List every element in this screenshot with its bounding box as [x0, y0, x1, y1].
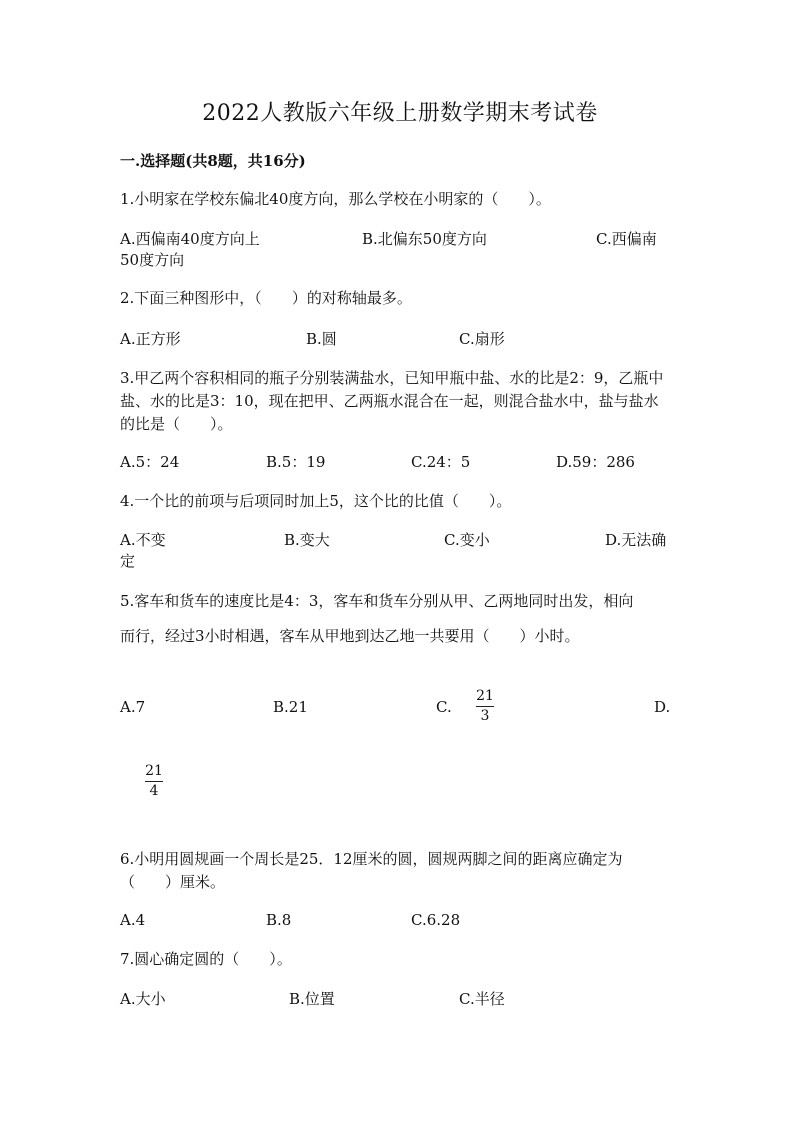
fraction-denominator: 3	[480, 708, 490, 724]
q2-option-a[interactable]: A.正方形	[120, 330, 181, 348]
fraction-denominator: 4	[149, 783, 159, 799]
fraction-numerator: 21	[476, 688, 494, 704]
question-1: 1.小明家在学校东偏北40度方向，那么学校在小明家的（ ）。	[120, 190, 551, 208]
q2-option-b[interactable]: B.圆	[306, 330, 337, 348]
q3-option-b[interactable]: B.5：19	[266, 453, 326, 471]
q1-option-c[interactable]: C.西偏南	[596, 230, 657, 248]
q6-option-c[interactable]: C.6.28	[411, 911, 461, 929]
q4-option-a[interactable]: A.不变	[120, 531, 166, 549]
question-4: 4.一个比的前项与后项同时加上5，这个比的比值（ ）。	[120, 492, 512, 510]
q7-option-a[interactable]: A.大小	[120, 990, 166, 1008]
q1-option-a[interactable]: A.西偏南40度方向上	[120, 230, 260, 248]
q5-option-d-fraction	[145, 763, 163, 800]
fraction-bar	[145, 781, 163, 782]
q1-option-b[interactable]: B.北偏东50度方向	[362, 230, 487, 248]
fraction-bar	[476, 706, 494, 707]
q6-option-a[interactable]: A.4	[120, 911, 146, 929]
q5-option-b[interactable]: B.21	[273, 698, 308, 716]
q4-option-b[interactable]: B.变大	[284, 531, 330, 549]
q3-option-a[interactable]: A.5：24	[120, 453, 180, 471]
q5-option-c-fraction	[476, 688, 494, 725]
q3-option-d[interactable]: D.59：286	[556, 453, 635, 471]
q1-option-c-wrap: 50度方向	[120, 251, 185, 269]
q5-option-c[interactable]: C.	[436, 698, 452, 716]
q5-option-a[interactable]: A.7	[120, 698, 146, 716]
q7-option-c[interactable]: C.半径	[459, 990, 505, 1008]
section-heading: 一.选择题(共8题，共16分)	[120, 152, 306, 170]
fraction-numerator: 21	[145, 763, 163, 779]
q6-option-b[interactable]: B.8	[266, 911, 292, 929]
question-5-line-2: 而行，经过3小时相遇，客车从甲地到达乙地一共要用（ ）小时。	[120, 627, 580, 645]
question-7: 7.圆心确定圆的（ ）。	[120, 950, 292, 968]
q4-option-c[interactable]: C.变小	[444, 531, 490, 549]
q4-option-d[interactable]: D.无法确	[605, 531, 667, 549]
question-5-line-1: 5.客车和货车的速度比是4：3，客车和货车分别从甲、乙两地同时出发，相向	[120, 592, 634, 610]
q5-option-d[interactable]: D.	[654, 698, 671, 716]
q4-option-d-wrap: 定	[120, 552, 136, 570]
question-6: 6.小明用圆规画一个周长是25．12厘米的圆，圆规两脚之间的距离应确定为（ ）厘米。	[120, 850, 623, 891]
q2-option-c[interactable]: C.扇形	[459, 330, 505, 348]
q7-option-b[interactable]: B.位置	[289, 990, 335, 1008]
q3-option-c[interactable]: C.24：5	[411, 453, 471, 471]
question-2: 2.下面三种图形中，（ ）的对称轴最多。	[120, 289, 412, 307]
page-title: 2022人教版六年级上册数学期末考试卷	[202, 101, 598, 126]
question-3: 3.甲乙两个容积相同的瓶子分别装满盐水，已知甲瓶中盐、水的比是2：9，乙瓶中盐、水的比是3：10，现在把甲、乙两瓶水混合在一起，则混合盐水中，盐与盐水的比是（ ）。	[120, 369, 664, 433]
